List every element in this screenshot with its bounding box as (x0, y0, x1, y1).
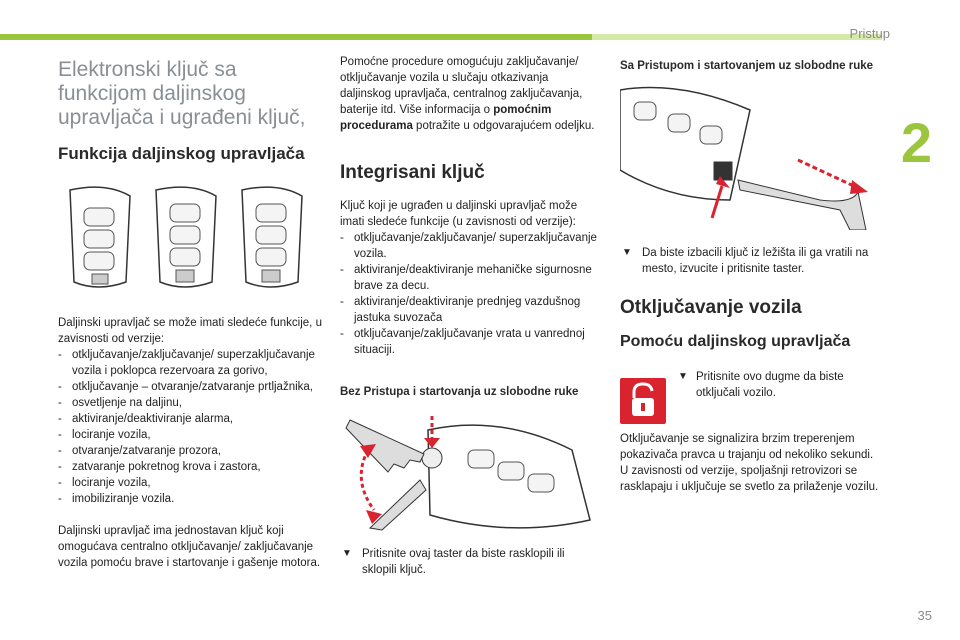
list-item: - aktiviranje/deaktiviranje prednjeg vazdušnog jastuka suvozača (340, 296, 581, 324)
integrated-key-list (340, 230, 602, 358)
list-item: - zatvaranje pokretnog krova i zastora, (58, 461, 261, 473)
section-heading-remote: Funkcija daljinskog upravljača (58, 144, 305, 163)
section-title: Pristup (849, 26, 890, 41)
list-item: - aktiviranje/deaktiviranje alarma, (58, 413, 234, 425)
remote-footer-text: Daljinski upravljač ima jednostavan ključ koji omogućava centralno otključavanje/ zaključavanje vozila pomoću brave i startovanje i gašenje motora. (58, 525, 321, 569)
list-item: - aktiviranje/deaktiviranje mehaničke sigurnosne brave za decu. (340, 264, 592, 292)
list-item: - otključavanje/zaključavanje/ superzaključavanje vozila. (340, 232, 597, 260)
key-fold-illustration (340, 410, 602, 535)
page-title: Elektronski ključ sa funkcijom daljinskog upravljača i ugrađeni ključ, (58, 58, 306, 129)
bullet-icon: ▼ (678, 371, 688, 382)
bullet-icon: ▼ (622, 247, 632, 258)
list-item: - otključavanje/zaključavanje vrata u vanrednoj situaciji. (340, 328, 585, 356)
bullet-icon: ▼ (342, 548, 352, 559)
fold-key-note: ▼ Pritisnite ovaj taster da biste rasklopili ili sklopili ključ. (342, 548, 565, 576)
key-fob-icon (70, 187, 130, 287)
page-number: 35 (917, 608, 932, 623)
section-heading-integrated-key: Integrisani ključ (340, 162, 485, 183)
caption-with-handsfree: Sa Pristupom i startovanjem uz slobodne ruke (620, 60, 874, 72)
eject-key-note: ▼ Da biste izbacili ključ iz ležišta ili ga vratili na mesto, izvucite i pritisnite taster. (622, 247, 869, 275)
remote-function-list (58, 347, 328, 507)
key-fob-illustration (58, 182, 318, 302)
list-item: - imobiliziranje vozila. (58, 493, 175, 505)
subheading-remote: Pomoću daljinskog upravljača (620, 333, 851, 350)
column-left (58, 58, 328, 571)
key-fob-icon (620, 88, 866, 231)
chapter-number: 2 (900, 111, 932, 174)
header-accent-bar (0, 34, 592, 40)
key-fob-icon (242, 187, 302, 287)
list-item: - otključavanje/zaključavanje/ superzaključavanje vozila i poklopca rezervoara za gorivo, (58, 349, 315, 377)
header-accent-bar-light (592, 34, 882, 40)
list-item: - otvaranje/zatvaranje prozora, (58, 445, 221, 457)
list-item: - lociranje vozila, (58, 429, 151, 441)
column-middle (340, 54, 602, 578)
integrated-key-text: Ključ koji je ugrađen u daljinski upravljač može imati sledeće funkcije (u zavisnosti od verzije): (340, 200, 578, 228)
unlock-description: Otključavanje se signalizira brzim treperenjem pokazivača pravca u trajanju od nekoliko sekundi. U zavisnosti od verzije, spoljašnji retrovizori se rasklapaju i uključuje se svetlo za prilaženje vozilu. (620, 433, 879, 493)
section-heading-unlocking: Otključavanje vozila (620, 297, 802, 318)
caption-without-handsfree: Bez Pristupa i startovanja uz slobodne ruke (340, 386, 579, 398)
list-item: - otključavanje – otvaranje/zatvaranje prtljažnika, (58, 381, 313, 393)
remote-intro: Daljinski upravljač se može imati sledeće funkcije, u zavisnosti od verzije: (58, 317, 322, 345)
key-fob-icon (156, 187, 216, 287)
key-fob-icon (346, 420, 590, 530)
unlock-button-icon (620, 378, 666, 424)
key-eject-illustration (620, 80, 882, 230)
list-item: - lociranje vozila, (58, 477, 151, 489)
backup-procedure-text: Pomoćne procedure omogućuju zaključavanje/ otključavanje vozila u slučaju otkazivanja daljinskog upravljača, centralnog zaključavanja, baterije itd. Više informacija o pomoćnim procedurama potražite u odgovarajućem odeljku. (340, 56, 595, 132)
list-item: - osvetljenje na daljinu, (58, 397, 182, 409)
press-unlock-note: ▼ Pritisnite ovo dugme da biste otključali vozilo. (678, 371, 844, 399)
column-right (620, 58, 882, 495)
